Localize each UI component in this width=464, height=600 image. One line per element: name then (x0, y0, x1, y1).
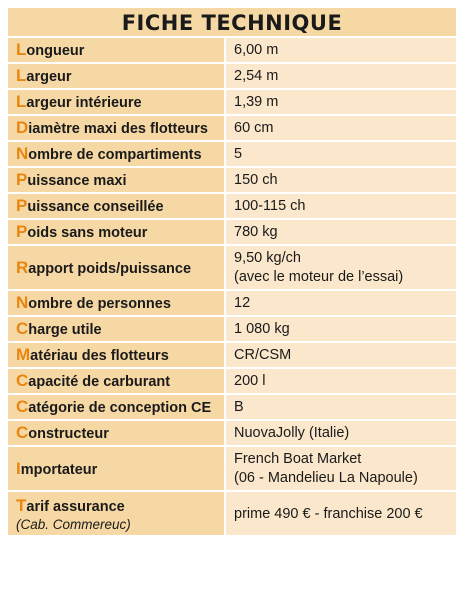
table-row (7, 394, 457, 420)
table-row (7, 342, 457, 368)
row-label (7, 420, 225, 446)
label-subtext: (Cab. Commereuc) (16, 516, 131, 532)
row-value: 100-115 ch (225, 193, 457, 219)
initial-letter: I (16, 458, 21, 478)
table-row (7, 219, 457, 245)
row-label (7, 316, 225, 342)
table-row (7, 37, 457, 63)
table-row (7, 420, 457, 446)
value-line: (06 - Mandelieu La Napoule) (234, 469, 418, 486)
row-value: 1 080 kg (225, 316, 457, 342)
row-label (7, 141, 225, 167)
value-line: 9,50 kg/ch (234, 249, 301, 266)
label-text: ongueur (26, 43, 85, 59)
initial-letter: C (16, 397, 29, 416)
row-label (7, 37, 225, 63)
initial-letter: C (16, 319, 29, 338)
table-row (7, 167, 457, 193)
table-row (7, 193, 457, 219)
row-label (7, 219, 225, 245)
specs-table (6, 36, 458, 537)
label-text: uissance maxi (27, 173, 127, 189)
row-label (7, 245, 225, 290)
label-text: arif assurance (26, 498, 125, 515)
initial-letter: D (16, 118, 29, 137)
row-value: 780 kg (225, 219, 457, 245)
row-value: 2,54 m (225, 63, 457, 89)
initial-letter: P (16, 170, 28, 189)
label-text: uissance conseillée (27, 199, 164, 215)
initial-letter: N (16, 144, 29, 163)
label-text: oids sans moteur (27, 225, 148, 241)
table-row (7, 245, 457, 290)
label-text: atégorie de conception CE (28, 400, 212, 416)
row-value: 150 ch (225, 167, 457, 193)
label-text: apacité de carburant (28, 374, 171, 390)
row-value: 1,39 m (225, 89, 457, 115)
row-label (7, 89, 225, 115)
label-text: apport poids/puissance (28, 260, 192, 277)
row-value: NuovaJolly (Italie) (225, 420, 457, 446)
initial-letter: L (16, 92, 27, 111)
technical-sheet (6, 6, 458, 537)
table-row (7, 368, 457, 394)
initial-letter: R (16, 257, 29, 277)
label-text: mportateur (20, 461, 98, 478)
row-label (7, 446, 225, 491)
initial-letter: C (16, 423, 29, 442)
initial-letter: N (16, 293, 29, 312)
label-text: atériau des flotteurs (30, 348, 169, 364)
row-value (225, 446, 457, 491)
label-text: harge utile (28, 322, 102, 338)
row-value: B (225, 394, 457, 420)
row-value (225, 245, 457, 290)
label-text: argeur intérieure (26, 95, 142, 111)
table-row (7, 446, 457, 491)
row-label (7, 491, 225, 536)
row-value: 60 cm (225, 115, 457, 141)
row-label (7, 290, 225, 316)
row-value: 12 (225, 290, 457, 316)
row-label (7, 193, 225, 219)
initial-letter: P (16, 222, 28, 241)
label-text: ombre de compartiments (28, 147, 202, 163)
initial-letter: C (16, 371, 29, 390)
initial-letter: L (16, 40, 27, 59)
row-label (7, 368, 225, 394)
table-row (7, 491, 457, 536)
row-value: CR/CSM (225, 342, 457, 368)
label-text: ombre de personnes (28, 296, 171, 312)
label-text: iamètre maxi des flotteurs (28, 121, 208, 137)
row-value: 200 l (225, 368, 457, 394)
table-row (7, 141, 457, 167)
initial-letter: P (16, 196, 28, 215)
row-label (7, 167, 225, 193)
initial-letter: L (16, 66, 27, 85)
row-label (7, 63, 225, 89)
row-label (7, 342, 225, 368)
initial-letter: M (16, 345, 31, 364)
table-row (7, 89, 457, 115)
row-value: 5 (225, 141, 457, 167)
row-value: prime 490 € - franchise 200 € (225, 491, 457, 536)
label-text: argeur (26, 69, 72, 85)
table-row (7, 290, 457, 316)
row-label (7, 394, 225, 420)
sheet-title: FICHE TECHNIQUE (6, 6, 458, 36)
label-text: onstructeur (28, 426, 109, 442)
row-value: 6,00 m (225, 37, 457, 63)
table-row (7, 316, 457, 342)
value-line: French Boat Market (234, 450, 362, 467)
table-row (7, 63, 457, 89)
table-row (7, 115, 457, 141)
row-label (7, 115, 225, 141)
value-line: (avec le moteur de l’essai) (234, 268, 404, 285)
initial-letter: T (16, 495, 27, 515)
